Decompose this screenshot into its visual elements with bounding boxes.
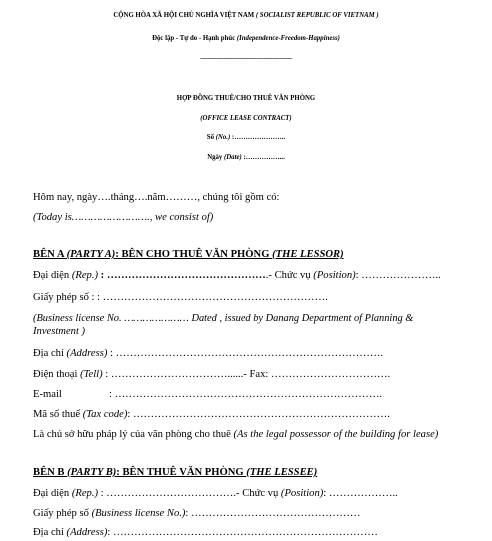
party-a-tax-en: (Tax code) <box>82 409 128 420</box>
contract-date-en: (Date) <box>224 154 242 161</box>
party-a-label-en: (PARTY A) <box>66 249 116 260</box>
contract-date <box>0 151 492 164</box>
party-b-position-en: (Position) <box>280 488 324 499</box>
party-b-license <box>33 507 361 520</box>
party-b-license-label: Giấy phép số <box>33 508 92 519</box>
party-b-rep <box>33 487 398 500</box>
party-a-address-en: (Address) <box>66 348 108 359</box>
party-b-address-label: Địa chỉ <box>33 527 67 538</box>
party-a-license: Giấy phép số : : ………………………………………………………. <box>33 292 328 303</box>
party-a-tax <box>33 408 390 421</box>
country-name-vi: CỘNG HÒA XÃ HỘI CHỦ NGHĨA VIỆT NAM <box>113 12 256 19</box>
party-a-position-en: (Position) <box>313 270 356 281</box>
party-b-rep-dots: : ……………………………….- Chức vụ <box>98 488 281 499</box>
party-a-rep-label: Đại diện <box>33 270 72 281</box>
contract-number-en: (No.) <box>215 134 231 141</box>
contract-title: HỢP ĐỒNG THUÊ/CHO THUÊ VĂN PHÒNG <box>176 95 316 102</box>
party-a-title: : BÊN CHO THUÊ VĂN PHÒNG <box>115 249 273 260</box>
contract-date-label: Ngày <box>207 154 224 161</box>
party-a-role: (THE LESSOR) <box>272 249 344 260</box>
party-b-address <box>33 526 378 539</box>
party-b-license-dots: : ………………………………………… <box>185 508 361 519</box>
party-b-license-en: (Business license No.) <box>91 508 186 519</box>
contract-number-label: Số <box>206 134 216 141</box>
party-b-address-dots: : ………………………………………………………………… <box>107 527 378 538</box>
header-divider: ---------------------------------------------------- <box>200 55 292 62</box>
party-a-phone <box>33 368 390 381</box>
party-a-label: BÊN A <box>33 249 67 260</box>
party-b-rep-label: Đại diện <box>33 488 72 499</box>
intro-vi: Hôm nay, ngày….tháng….năm………, chúng tôi gồm có: <box>33 192 280 203</box>
motto <box>0 32 492 45</box>
party-a-position-dots: : ………………….. <box>355 270 441 281</box>
party-a-phone-label: Điện thoại <box>33 369 81 380</box>
party-a-phone-en: (Tell) <box>80 369 103 380</box>
party-a-rep <box>33 269 441 282</box>
contract-number-dots: :………………….. <box>230 134 286 141</box>
party-a-email-dots: : …………………………………………………………………. <box>109 389 383 400</box>
party-b-rep-en: (Rep.) <box>71 488 99 499</box>
party-b-role: (THE LESSEE) <box>246 467 318 478</box>
contract-title-en: (OFFICE LEASE CONTRACT) <box>200 115 292 122</box>
party-a-email-label: E-mail <box>33 389 62 400</box>
party-a-rep-dots: : ……………………………………… <box>98 270 266 281</box>
party-a-legal-vi: Là chủ sở hữu pháp lý của văn phòng cho thuê <box>33 429 234 440</box>
party-b-heading <box>33 466 317 479</box>
party-a-address-label: Địa chỉ <box>33 348 67 359</box>
motto-vi: Độc lập - Tự do - Hạnh phúc <box>152 35 237 42</box>
party-a-legal <box>33 428 438 441</box>
party-a-position-label: .- Chức vụ <box>265 270 314 281</box>
party-a-address <box>33 347 383 360</box>
country-header <box>0 9 492 22</box>
party-a-rep-en: (Rep.) <box>71 270 99 281</box>
party-a-license-en-2: Investment ) <box>33 326 86 337</box>
party-a-legal-en: (As the legal possessor of the building for lease) <box>233 429 439 440</box>
contract-date-dots: :……………... <box>241 154 285 161</box>
country-name-en: ( SOCIALIST REPUBLIC OF VIETNAM ) <box>255 12 379 19</box>
party-a-tax-dots: : ………………………………………………………………. <box>127 409 390 420</box>
party-a-license-en-1: (Business license No. ………………… Dated , issued by Danang Department of Planning & <box>33 313 414 324</box>
party-a-phone-dots: : ……………………………......- Fax: ……………………………. <box>102 369 391 380</box>
party-b-address-en: (Address) <box>66 527 108 538</box>
party-b-position-dots: : ……………….. <box>323 488 398 499</box>
contract-number <box>0 131 492 144</box>
party-a-tax-label: Mã số thuế <box>33 409 83 420</box>
intro-en: (Today is……………………., we consist of) <box>33 212 214 223</box>
party-a-address-dots: : …………………………………………………………………. <box>107 348 384 359</box>
motto-en: (Independence-Freedom-Happiness) <box>236 35 340 42</box>
party-b-label: BÊN B <box>33 467 68 478</box>
party-b-title: : BÊN THUÊ VĂN PHÒNG <box>116 467 247 478</box>
party-a-heading <box>33 248 344 261</box>
party-b-label-en: (PARTY B) <box>67 467 117 478</box>
